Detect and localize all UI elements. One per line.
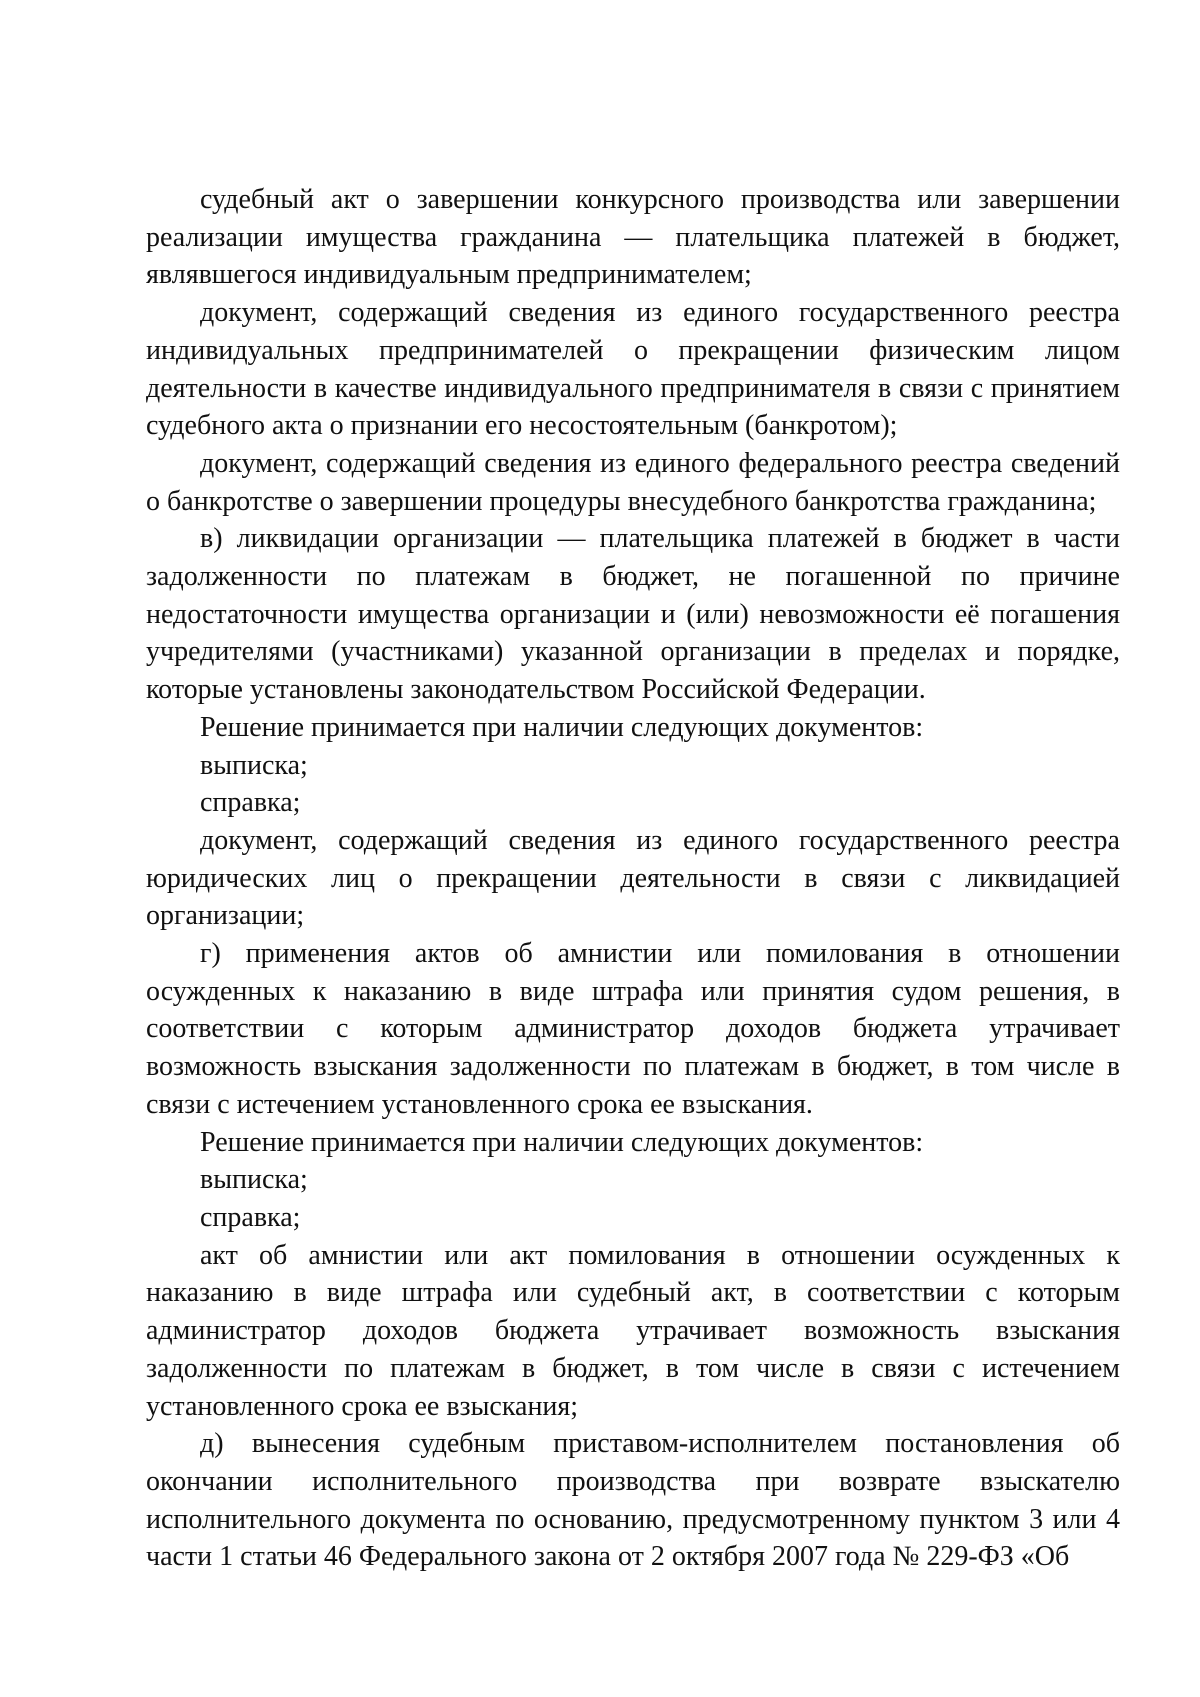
document-body	[146, 181, 1120, 1576]
paragraph: выписка;	[200, 749, 308, 781]
paragraph: справка;	[200, 1201, 301, 1233]
paragraph: судебный акт о завершении конкурсного производства или завершении реализации имущества гражданина — плательщика платежей в бюджет, являвшегося индивидуальным предпринимателем;	[146, 184, 1120, 291]
paragraph: акт об амнистии или акт помилования в отношении осужденных к наказанию в виде штрафа или судебный акт, в соответствии с которым администратор доходов бюджета утрачивает возможность взыскания задолженности по платежам в бюджет, в том числе в связи с истечением установленного срока ее взыскания;	[146, 1239, 1120, 1422]
paragraph: выписка;	[200, 1164, 308, 1196]
paragraph: документ, содержащий сведения из единого государственного реестра индивидуальных предпринимателей о прекращении физическим лицом деятельности в качестве индивидуального предпринимателя в связи с принятием судебного акта о признании его несостоятельным (банкротом);	[146, 297, 1120, 442]
paragraph: документ, содержащий сведения из единого федерального реестра сведений о банкротстве о завершении процедуры внесудебного банкротства гражданина;	[146, 447, 1120, 517]
paragraph: г) применения актов об амнистии или помилования в отношении осужденных к наказанию в виде штрафа или принятия судом решения, в соответствии с которым администратор доходов бюджета утрачивает возможность взыскания задолженности по платежам в бюджет, в том числе в связи с истечением установленного срока ее взыскания.	[146, 938, 1120, 1120]
paragraph: Решение принимается при наличии следующих документов:	[200, 1126, 924, 1158]
paragraph: Решение принимается при наличии следующих документов:	[200, 711, 924, 743]
paragraph: в) ликвидации организации — плательщика платежей в бюджет в части задолженности по платежам в бюджет, не погашенной по причине недостаточности имущества организации и (или) невозможности её погашения учредителями (участниками) указанной организации в пределах и порядке, которые установлены законодательством Российской Федерации.	[146, 523, 1120, 706]
paragraph: документ, содержащий сведения из единого государственного реестра юридических лиц о прекращении деятельности в связи с ликвидацией организации;	[146, 824, 1120, 932]
paragraph: д) вынесения судебным приставом-исполнителем постановления об окончании исполнительного производства при возврате взыскателю исполнительного документа по основанию, предусмотренному пунктом 3 или 4 части 1 статьи 46 Федерального закона от 2 октября 2007 года № 229-ФЗ «Об	[146, 1428, 1120, 1573]
paragraph: справка;	[200, 787, 301, 819]
